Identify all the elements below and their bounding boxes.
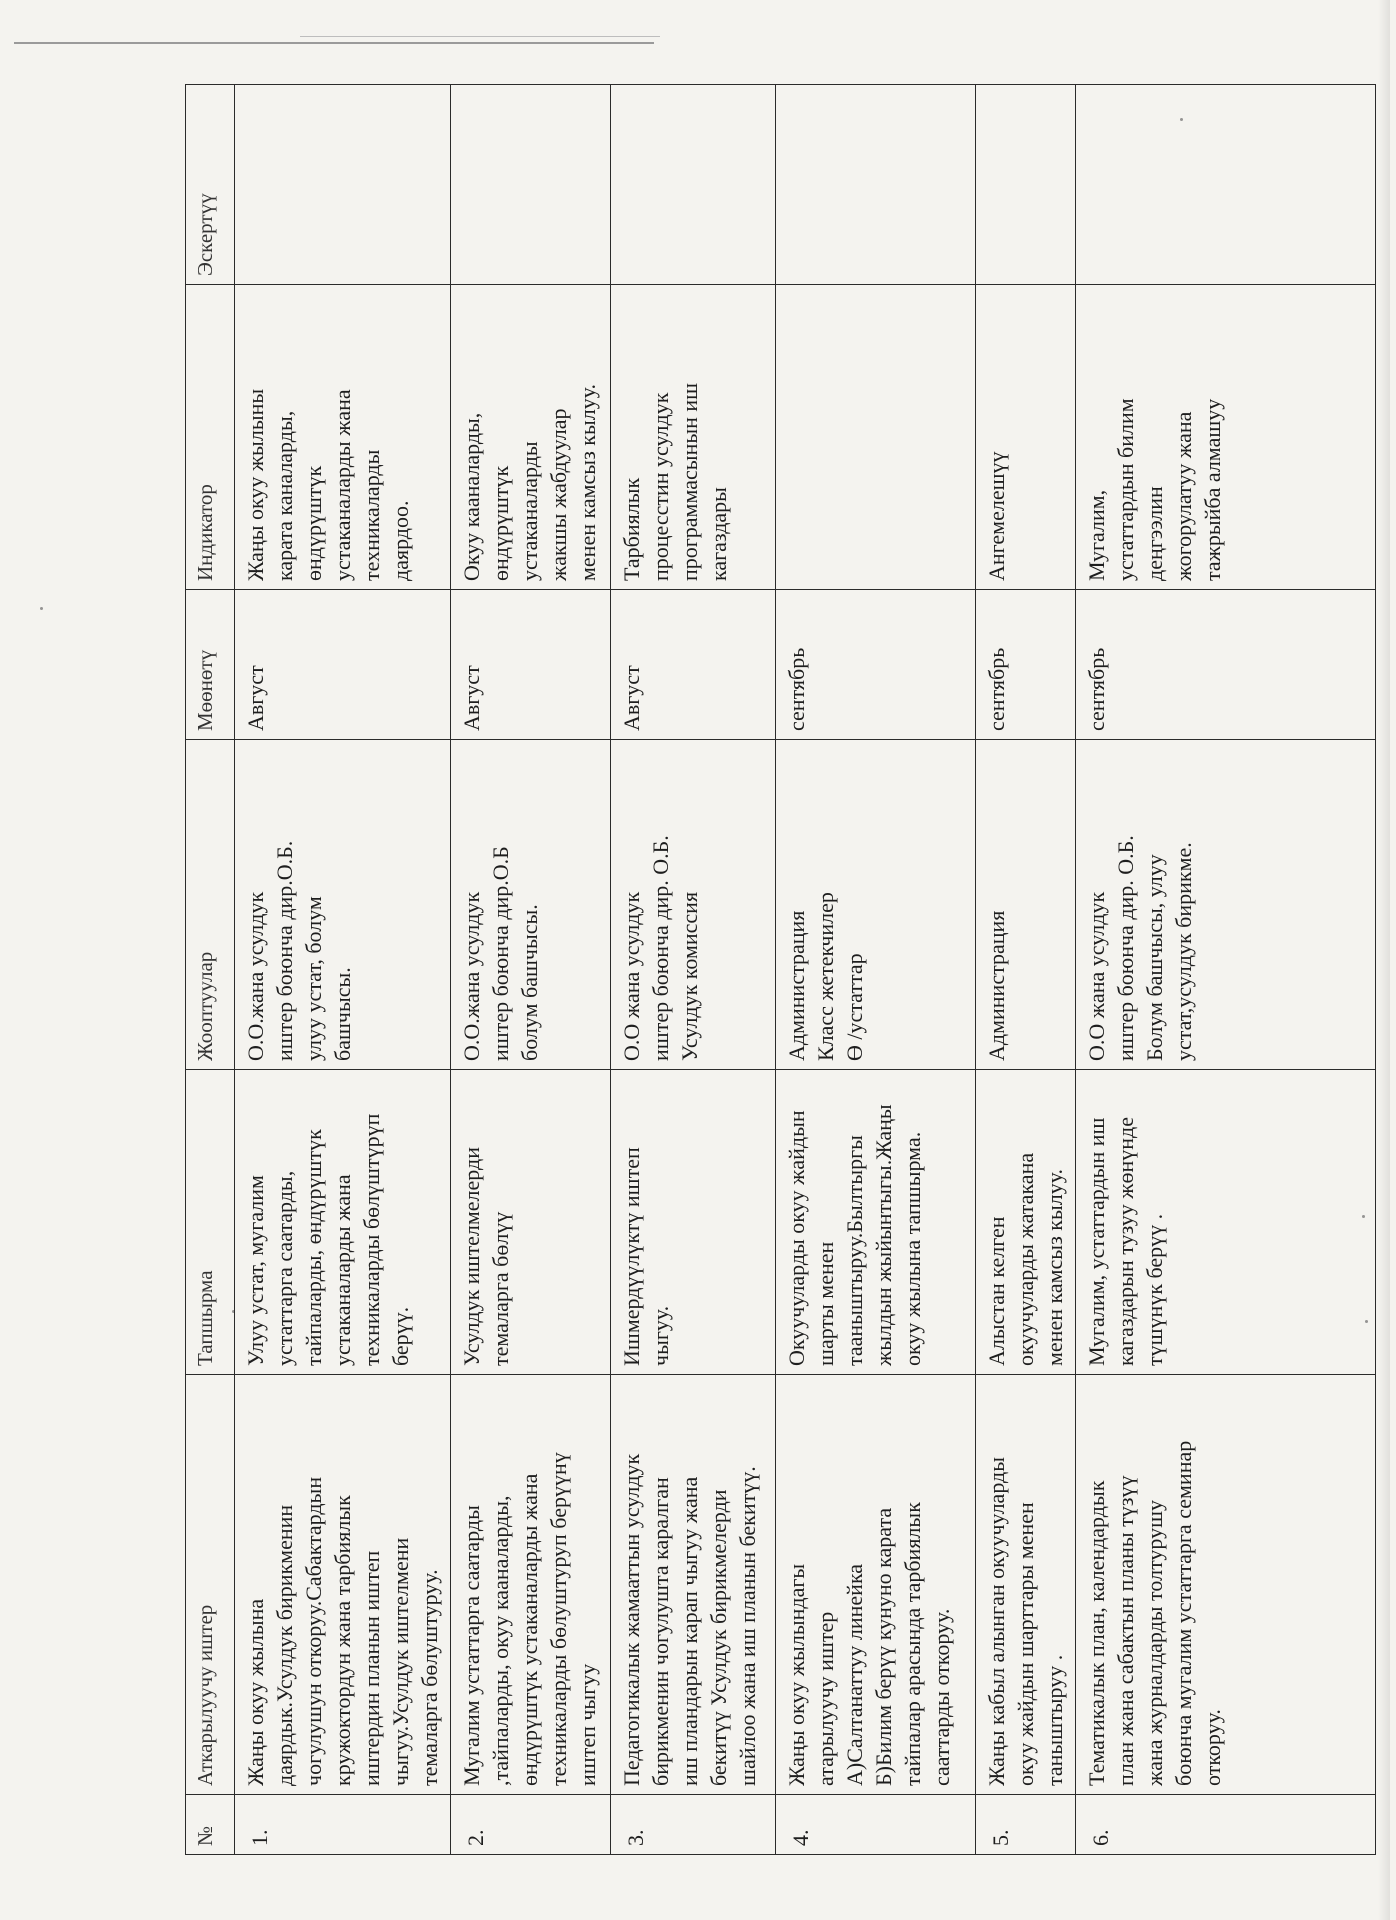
cell-note	[976, 85, 1076, 285]
scan-speck	[40, 607, 43, 610]
cell-line: окуучуларды жатакана	[1013, 1152, 1039, 1366]
cell-task	[976, 1070, 1076, 1375]
cell-line: менен камсыз кылуу.	[1042, 1168, 1068, 1366]
cell-line: окуу жылына тапшырма.	[900, 1131, 926, 1366]
cell-responsible	[235, 740, 451, 1070]
table-header-row	[186, 85, 235, 1855]
cell-line: Мугалим,	[1084, 489, 1110, 581]
cell-line: кагаздары	[706, 487, 732, 581]
cell-line: план жана сабактын планы түзүү	[1113, 1475, 1139, 1786]
cell-responsible	[976, 740, 1076, 1070]
cell-work	[611, 1375, 776, 1795]
table-body	[235, 85, 1376, 1855]
cell-indicator	[776, 285, 976, 590]
table-row	[611, 85, 776, 1855]
cell-line: боюнча мугалим устаттарга семинар	[1171, 1440, 1197, 1786]
cell-line: сентябрь	[984, 647, 1010, 731]
header-task: Тапшырма	[186, 1070, 235, 1375]
cell-number: 1.	[235, 1795, 451, 1855]
cell-line: даярдык.Усулдук бирикменин	[272, 1504, 298, 1786]
cell-line: процесстин усулдук	[648, 392, 674, 581]
cell-line: сентябрь	[1084, 647, 1110, 731]
cell-term	[235, 590, 451, 740]
cell-line: Класс жетекчилер	[813, 892, 839, 1061]
cell-work	[1076, 1375, 1376, 1795]
cell-line: Август	[619, 665, 645, 731]
table-row	[1076, 85, 1376, 1855]
table-row	[976, 85, 1076, 1855]
cell-line: окуу жайдын шарттары менен	[1013, 1502, 1039, 1786]
header-indicator: Индикатор	[186, 285, 235, 590]
cell-line: иштер боюнча дир.О.Б	[488, 846, 514, 1061]
cell-line: кружоктордун жана тарбиялык	[330, 1495, 356, 1786]
cell-line: болум башчысы.	[517, 904, 543, 1061]
cell-term	[451, 590, 611, 740]
cell-line: сентябрь	[784, 647, 810, 731]
table-row	[776, 85, 976, 1855]
cell-note	[451, 85, 611, 285]
cell-line: Усулдук комиссия	[677, 891, 703, 1061]
cell-line: Педагогикалык жамааттын усулдук	[619, 1453, 645, 1786]
cell-line: Жаңы окуу жылына	[243, 1598, 268, 1786]
cell-line: карата каналарды,	[272, 410, 298, 581]
cell-line: иш пландарын карап чыгуу жана	[677, 1476, 703, 1786]
cell-task	[776, 1070, 976, 1375]
cell-line: Ө /устаттар	[842, 953, 868, 1061]
cell-line: иштер боюнча дир.О.Б.	[272, 840, 298, 1061]
cell-line: улуу устат, болум	[301, 896, 327, 1061]
cell-number: 3.	[611, 1795, 776, 1855]
cell-line: Администрация	[984, 910, 1010, 1061]
cell-line: Окуу кааналарды,	[459, 412, 485, 581]
cell-line: Б)Билим берүү кунуно карата	[871, 1507, 897, 1786]
cell-line: Август	[459, 665, 485, 731]
cell-term	[611, 590, 776, 740]
cell-number: 6.	[1076, 1795, 1376, 1855]
cell-line: техникаларды бөлуштуруп берүүнү	[546, 1452, 572, 1786]
cell-line: устаттарга саатарды,	[272, 1170, 298, 1366]
cell-line: устаканаларды жана	[330, 389, 356, 581]
cell-line: Жаңы окуу жылыны	[243, 388, 268, 581]
cell-indicator	[235, 285, 451, 590]
cell-number: 2.	[451, 1795, 611, 1855]
cell-line: ,тайпаларды, окуу кааналарды,	[488, 1495, 514, 1786]
cell-line: Жаңы кабыл алынган окуучуларды	[984, 1456, 1010, 1786]
header-term: Мөөнөтү	[186, 590, 235, 740]
cell-line: техникаларды	[359, 449, 385, 581]
cell-line: бирикменин чогулушта каралган	[648, 1477, 674, 1786]
cell-indicator	[611, 285, 776, 590]
cell-line: темаларга бөлүү	[488, 1211, 514, 1366]
cell-line: иштеп чыгуу	[575, 1663, 601, 1786]
cell-line: өндүрүштүк устаканаларды жана	[517, 1473, 543, 1786]
cell-line: Тематикалык план, календардык	[1084, 1480, 1110, 1786]
cell-line: Тарбиялык	[619, 477, 645, 581]
cell-line: устаттардын билим	[1113, 398, 1139, 581]
cell-line: Улуу устат, мугалим	[243, 1175, 268, 1366]
header-number: №	[186, 1795, 235, 1855]
cell-work	[776, 1375, 976, 1795]
cell-line: берүү.	[388, 1306, 414, 1366]
scan-edge-line	[300, 36, 660, 37]
cell-term	[976, 590, 1076, 740]
cell-line: Администрация	[784, 910, 810, 1061]
cell-line: А)Салтанаттуу линейка	[842, 1563, 868, 1786]
cell-indicator	[451, 285, 611, 590]
cell-line: тажрыйба алмашуу	[1200, 398, 1226, 581]
cell-term	[1076, 590, 1376, 740]
cell-work	[976, 1375, 1076, 1795]
cell-task	[235, 1070, 451, 1375]
cell-line: устат,усулдук бирикме.	[1171, 842, 1197, 1061]
cell-task	[1076, 1070, 1376, 1375]
cell-line: Болум башчысы, улуу	[1142, 854, 1168, 1061]
cell-line: өндүрүштүк	[301, 465, 327, 581]
cell-line: жогорулатуу жана	[1171, 411, 1197, 581]
cell-line: тайпалар арасында тарбиялык	[900, 1502, 926, 1786]
cell-line: деңгээлин	[1142, 486, 1168, 581]
cell-line: тайпаларды, өндүрүштүк	[301, 1129, 327, 1366]
cell-work	[235, 1375, 451, 1795]
header-responsible: Жооптуулар	[186, 740, 235, 1070]
cell-line: өндүрүштүк	[488, 465, 514, 581]
cell-line: сааттарды откоруу.	[929, 1608, 955, 1786]
cell-line: шайлоо жана иш планын бекитүү.	[735, 1466, 761, 1786]
scan-edge-line	[14, 42, 654, 44]
cell-line: чогулушун откоруу.Сабактардын	[301, 1476, 327, 1786]
cell-work	[451, 1375, 611, 1795]
cell-note	[235, 85, 451, 285]
cell-line: чыгуу.Усулдук иштелмени	[388, 1537, 414, 1786]
cell-line: Окуучуларды окуу жайдын	[784, 1110, 810, 1366]
cell-line: Алыстан келген	[984, 1216, 1010, 1366]
cell-line: программасынын иш	[677, 382, 703, 581]
header-work: Аткарылуучу иштер	[186, 1375, 235, 1795]
table-row	[451, 85, 611, 1855]
cell-number: 5.	[976, 1795, 1076, 1855]
cell-line: Ангемелешүү	[984, 451, 1010, 581]
rotated-document-page	[185, 85, 1360, 1855]
cell-line: иштер боюнча дир. О.Б.	[1113, 835, 1139, 1061]
cell-line: техникаларды бөлүштүрүп	[359, 1113, 385, 1366]
cell-line: башчысы.	[330, 967, 356, 1061]
cell-line: жакшы жабдуулар	[546, 408, 572, 581]
cell-line: устаканаларды жана	[330, 1174, 356, 1366]
cell-line: жана журналдарды толтурушу	[1142, 1499, 1168, 1786]
cell-line: откоруу.	[1200, 1709, 1226, 1786]
cell-line: Усулдук иштелмелерди	[459, 1147, 485, 1366]
cell-note	[776, 85, 976, 285]
cell-line: бекитүү Усулдук бирикмелерди	[706, 1489, 732, 1786]
cell-line: Ишмердүүлүктү иштеп	[619, 1147, 645, 1366]
cell-line: даярдоо.	[388, 500, 414, 581]
work-plan-table	[185, 84, 1376, 1855]
cell-responsible	[776, 740, 976, 1070]
cell-line: шарты менен	[813, 1241, 839, 1366]
cell-responsible	[1076, 740, 1376, 1070]
cell-line: О.О.жана усулдук	[243, 891, 268, 1061]
cell-line: түшүнүк берүү .	[1142, 1213, 1168, 1366]
header-note: Эскертүү	[186, 85, 235, 285]
cell-line: чыгуу.	[648, 1305, 674, 1366]
cell-line: О.О жана усулдук	[619, 891, 645, 1061]
cell-line: Жаңы окуу жылындагы	[784, 1563, 810, 1786]
cell-task	[451, 1070, 611, 1375]
cell-line: темаларга бөлуштуруу.	[417, 1569, 443, 1786]
cell-line: Мугалим устаттарга саатарды	[459, 1505, 485, 1786]
cell-line: таныштыруу .	[1042, 1654, 1068, 1786]
table-row	[235, 85, 451, 1855]
cell-line: Мугалим, устаттардын иш	[1084, 1117, 1110, 1366]
cell-line: Август	[243, 665, 268, 731]
scan-edge-shadow	[1378, 0, 1390, 1920]
cell-note	[611, 85, 776, 285]
cell-line: жылдын жыйынтыгы.Жаңы	[871, 1104, 897, 1366]
cell-line: иштердин планын иштеп	[359, 1550, 385, 1786]
cell-note	[1076, 85, 1376, 285]
cell-responsible	[451, 740, 611, 1070]
cell-line: менен камсыз кылуу.	[575, 383, 601, 581]
cell-term	[776, 590, 976, 740]
cell-line: устаканаларды	[517, 441, 543, 581]
cell-number: 4.	[776, 1795, 976, 1855]
cell-indicator	[1076, 285, 1376, 590]
cell-line: кагаздарын тузуу жөнүнде	[1113, 1117, 1139, 1366]
cell-line: тааныштыруу.Былтыргы	[842, 1135, 868, 1366]
cell-responsible	[611, 740, 776, 1070]
cell-indicator	[976, 285, 1076, 590]
cell-line: атарылуучу иштер	[813, 1611, 839, 1786]
cell-task	[611, 1070, 776, 1375]
cell-line: иштер боюнча дир. О.Б.	[648, 835, 674, 1061]
cell-line: О.О жана усулдук	[1084, 891, 1110, 1061]
cell-line: О.О.жана усулдук	[459, 891, 485, 1061]
